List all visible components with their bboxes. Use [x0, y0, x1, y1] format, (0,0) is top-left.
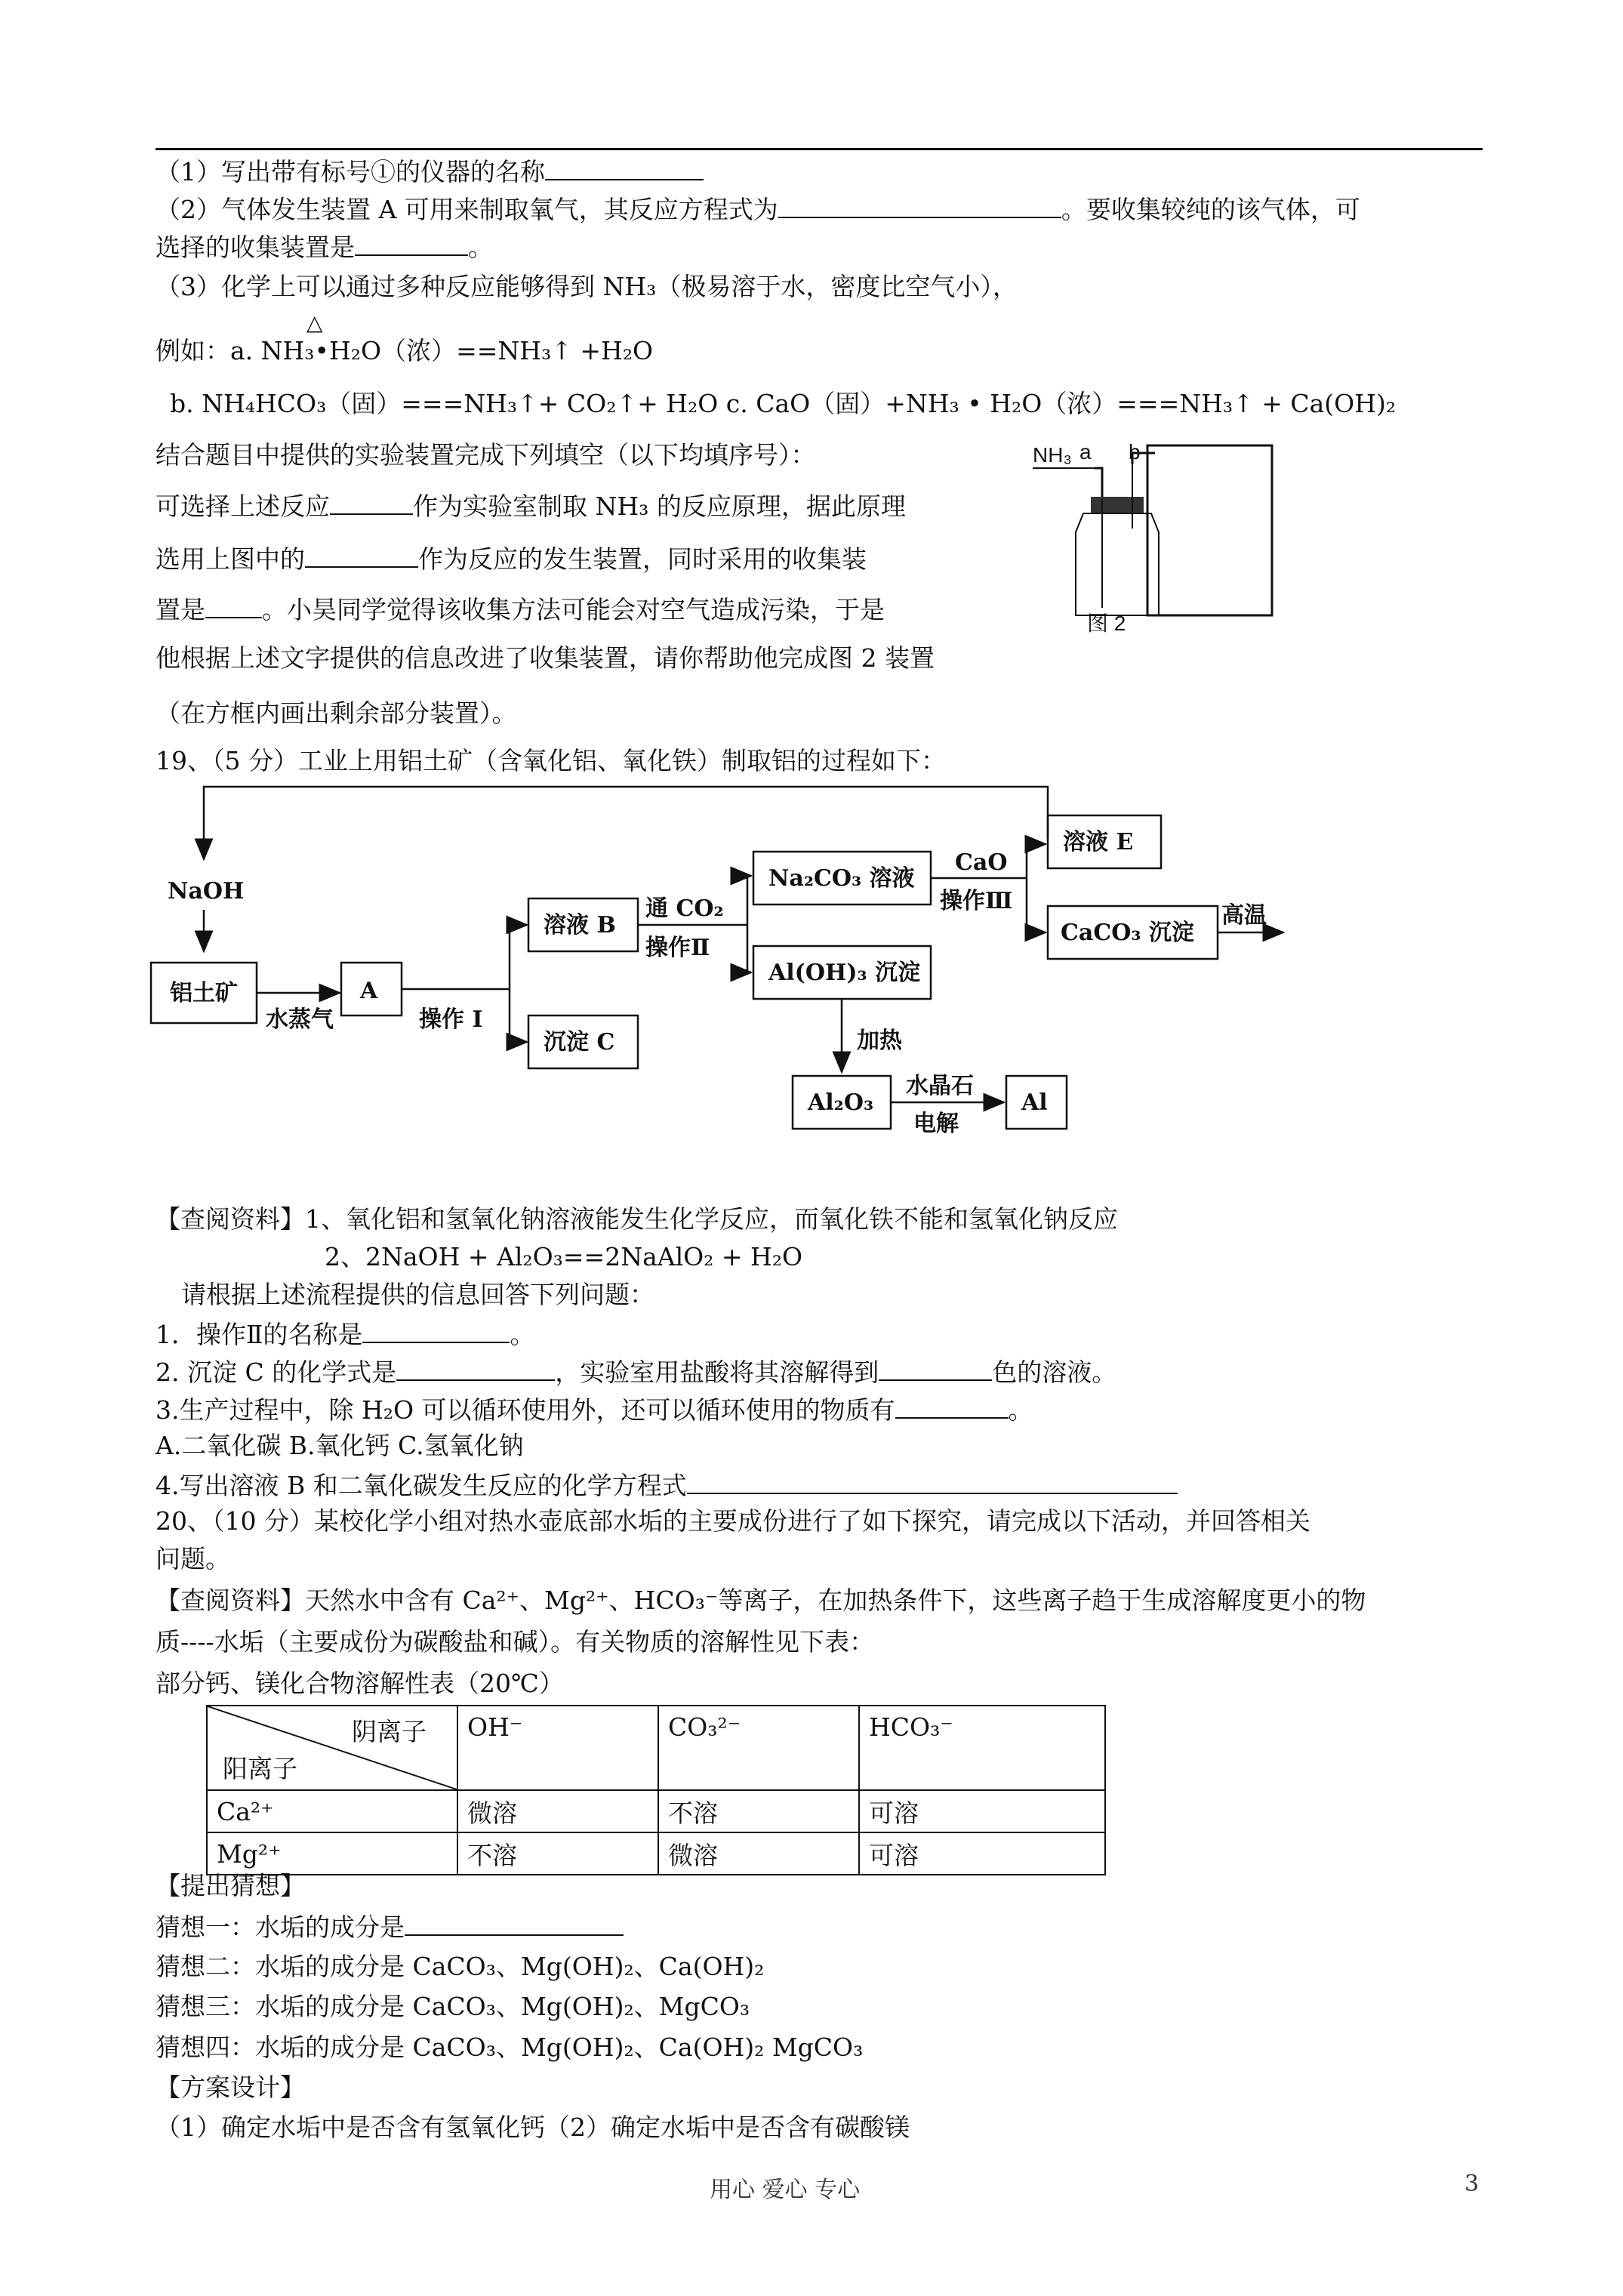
anion-header: 阴离子	[352, 1717, 427, 1746]
op3-label: 操作Ⅲ	[940, 888, 1013, 914]
q19-q3-options: A.二氧化碳 B.氧化钙 C.氢氧化钠	[156, 1431, 524, 1460]
hypothesis-heading: 【提出猜想】	[156, 1871, 305, 1900]
q18-line-2: （2）气体发生装置 A 可用来制取氧气，其反应方程式为 。要收集较纯的该气体，可	[156, 193, 1360, 225]
op2-label: 操作Ⅱ	[645, 935, 710, 961]
high-temp-label: 高温	[1221, 902, 1267, 929]
q19-ref-2: 2、2NaOH + Al₂O₃==2NaAlO₂ + H₂O	[325, 1242, 803, 1271]
na2co3-label: Na₂CO₃ 溶液	[768, 865, 915, 892]
footer-motto: 用心 爱心 专心	[710, 2177, 861, 2203]
table-cell: 可溶	[859, 1790, 1105, 1832]
q18-line-12: （在方框内画出剩余部分装置）。	[156, 698, 517, 728]
q19-q1: 1．操作Ⅱ的名称是 。	[156, 1318, 534, 1350]
bauxite-flowchart	[143, 770, 1321, 1148]
q19-q3: 3.生产过程中，除 H₂O 可以循环使用外，还可以循环使用的物质有 。	[156, 1393, 1033, 1425]
q19-q2: 2. 沉淀 C 的化学式是 ，实验室用盐酸将其溶解得到 色的溶液。	[156, 1355, 1116, 1388]
fig2-nh3-label: NH₃	[1033, 443, 1072, 467]
a-label: A	[360, 978, 378, 1004]
q18-line-3: 选择的收集装置是 。	[156, 230, 493, 263]
precipitate-c-label: 沉淀 C	[544, 1029, 615, 1056]
fig2-answer-box	[1147, 445, 1272, 615]
q18-line-1: （1）写出带有标号①的仪器的名称	[156, 155, 704, 187]
cao-label: CaO	[955, 849, 1008, 876]
q20-title-2: 问题。	[156, 1544, 230, 1573]
al2o3-label: Al₂O₃	[808, 1089, 874, 1116]
cation-header: 阳离子	[223, 1754, 297, 1783]
steam-label: 水蒸气	[266, 1006, 334, 1033]
table-cell: 微溶	[658, 1832, 859, 1875]
table-corner-cell	[207, 1706, 457, 1790]
q20-title: 20、（10 分）某校化学小组对热水壶底部水垢的主要成份进行了如下探究，请完成以下活动，并回答相关	[156, 1506, 1310, 1536]
col-header-co3: CO₃²⁻	[658, 1706, 859, 1790]
table-cell: 可溶	[859, 1832, 1105, 1875]
hypothesis-1: 猜想一：水垢的成分是	[156, 1910, 624, 1943]
solubility-table-title: 部分钙、镁化合物溶解性表（20℃）	[156, 1669, 564, 1698]
q19-title: 19、（5 分）工业上用铝土矿（含氧化铝、氧化铁）制取铝的过程如下：	[156, 746, 946, 775]
q18-line-7: 结合题目中提供的实验装置完成下列填空（以下均填序号）：	[156, 440, 816, 470]
table-row	[207, 1790, 1105, 1832]
table-cell: 不溶	[457, 1832, 658, 1875]
q18-line-4: （3）化学上可以通过多种反应能够得到 NH₃（极易溶于水，密度比空气小），	[156, 272, 1018, 301]
q18-line-11: 他根据上述文字提供的信息改进了收集装置，请你帮助他完成图 2 装置	[156, 643, 935, 673]
q18-line-9: 选用上图中的 作为反应的发生装置，同时采用的收集装	[156, 542, 867, 575]
co2-label: 通 CO₂	[645, 895, 724, 922]
solution-b-label: 溶液 B	[544, 912, 616, 938]
q20-ref-a: 【查阅资料】天然水中含有 Ca²⁺、Mg²⁺、HCO₃⁻等离子，在加热条件下，这些离子趋于生成溶解度更小的物	[156, 1586, 1366, 1615]
row-ion: Ca²⁺	[207, 1790, 457, 1832]
heat-symbol: △	[306, 310, 323, 335]
q18-line-10: 置是 。小昊同学觉得该收集方法可能会对空气造成污染，于是	[156, 593, 885, 625]
col-header-hco3: HCO₃⁻	[859, 1706, 1105, 1790]
fig2-a-label: a	[1079, 440, 1092, 464]
heat-label: 加热	[857, 1028, 902, 1054]
q18-line-8: 可选择上述反应 作为实验室制取 NH₃ 的反应原理，据此原理	[156, 489, 906, 522]
table-cell: 微溶	[457, 1790, 658, 1832]
fig2-b-label: b	[1129, 440, 1141, 464]
bauxite-label: 铝土矿	[170, 980, 238, 1006]
solution-e-label: 溶液 E	[1063, 829, 1134, 855]
solubility-table	[206, 1705, 1106, 1875]
cryolite-label: 水晶石	[906, 1073, 974, 1099]
header-rule	[156, 148, 1483, 150]
q18-reaction-a: 例如：a. NH₃•H₂O（浓）==NH₃↑ +H₂O	[156, 336, 654, 365]
electrolysis-label: 电解	[913, 1111, 959, 1137]
page-number: 3	[1464, 2171, 1480, 2197]
q20-ref-b: 质----水垢（主要成份为碳酸盐和碱）。有关物质的溶解性见下表：	[156, 1627, 875, 1657]
hypothesis-4: 猜想四：水垢的成分是 CaCO₃、Mg(OH)₂、Ca(OH)₂ MgCO₃	[156, 2032, 864, 2062]
row-ion: Mg²⁺	[207, 1832, 457, 1875]
hypothesis-3: 猜想三：水垢的成分是 CaCO₃、Mg(OH)₂、MgCO₃	[156, 1992, 750, 2021]
q19-q4: 4.写出溶液 B 和二氧化碳发生反应的化学方程式	[156, 1469, 1178, 1501]
col-header-oh: OH⁻	[457, 1706, 658, 1790]
fig2-caption: 图 2	[1087, 612, 1126, 634]
design-heading: 【方案设计】	[156, 2073, 305, 2102]
naoh-label: NaOH	[168, 878, 245, 905]
q19-ref-1: 【查阅资料】1、氧化铝和氢氧化钠溶液能发生化学反应，而氧化铁不能和氢氧化钠反应	[156, 1204, 1118, 1234]
caco3-label: CaCO₃ 沉淀	[1061, 920, 1194, 946]
q19-prompt: 请根据上述流程提供的信息回答下列问题：	[181, 1280, 654, 1309]
aloh3-label: Al(OH)₃ 沉淀	[768, 960, 921, 986]
hypothesis-2: 猜想二：水垢的成分是 CaCO₃、Mg(OH)₂、Ca(OH)₂	[156, 1952, 765, 1981]
al-label: Al	[1021, 1089, 1048, 1116]
table-cell: 不溶	[658, 1790, 859, 1832]
design-line-1: （1）确定水垢中是否含有氢氧化钙（2）确定水垢中是否含有碳酸镁	[156, 2113, 910, 2142]
op1-label: 操作 I	[419, 1006, 483, 1033]
table-row	[207, 1832, 1105, 1875]
q18-reaction-bc: b. NH₄HCO₃（固）===NH₃↑+ CO₂↑+ H₂O c. CaO（固）+NH₃ • H₂O（浓）===NH₃↑ + Ca(OH)₂	[170, 389, 1397, 418]
figure-2-apparatus	[1027, 438, 1276, 634]
